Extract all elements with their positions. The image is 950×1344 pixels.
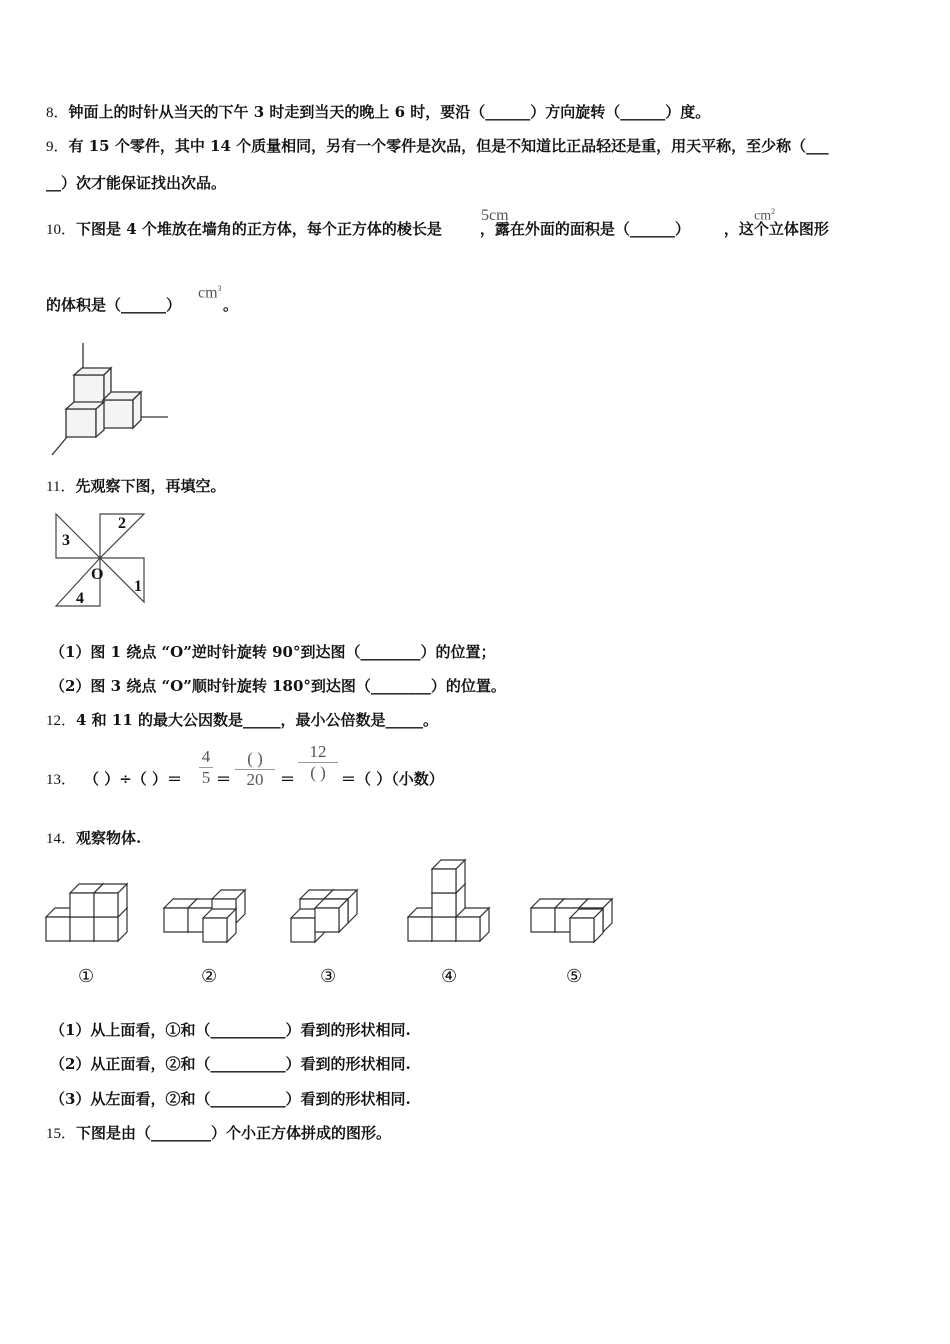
unit-exponent: 2 [771, 207, 776, 216]
question-text: 下图是由（________）个小正方体拼成的图形。 [76, 1124, 392, 1142]
question-number: 15． [46, 1126, 77, 1142]
fraction-12-blank [298, 742, 338, 783]
question-11-sub1: （1）图 1 绕点 “O”逆时针旋转 90°到达图（________）的位置； [50, 643, 496, 661]
question-number: 12． [46, 713, 77, 729]
figure-label-1: ① [78, 966, 95, 986]
figure-label-2: ② [201, 966, 218, 986]
question-number: 8． [46, 105, 69, 121]
question-text: ，这个立体图形 [723, 220, 829, 238]
pinwheel-figure [56, 514, 144, 606]
cube-face [164, 908, 188, 932]
cube-face [456, 917, 480, 941]
question-9-cont: __）次才能保证找出次品。 [46, 174, 227, 192]
pinwheel-label-2: 2 [118, 515, 126, 532]
cube-face [570, 918, 594, 942]
question-text: （ ）÷（ ）＝ [84, 770, 183, 788]
question-15 [46, 1123, 391, 1144]
question-13-end: ＝（ ）（小数） [341, 770, 444, 788]
cube-face [531, 908, 555, 932]
question-11-sub2: （2）图 3 绕点 “O”顺时针旋转 180°到达图（________）的位置。 [50, 677, 506, 695]
pinwheel-label-1: 1 [134, 578, 142, 595]
cube-face [408, 917, 432, 941]
question-text: 观察物体. [76, 829, 142, 847]
cube-face [203, 918, 227, 942]
unit-text: cm [754, 208, 772, 224]
numerator: 12 [309, 742, 327, 761]
cube-face [70, 917, 94, 941]
question-number: 13． [46, 772, 77, 788]
edge-length: 5cm [481, 207, 509, 224]
pinwheel-label-4: 4 [76, 590, 84, 607]
corner-cubes-figure [52, 343, 168, 455]
question-text: 。 [223, 296, 239, 314]
cube-face [94, 917, 118, 941]
question-text: 先观察下图，再填空。 [75, 477, 226, 495]
question-13 [46, 769, 182, 790]
question-text: 下图是 4 个堆放在墙角的正方体，每个正方体的棱长是 [76, 220, 442, 238]
numerator: 4 [201, 747, 211, 766]
pinwheel-label-3: 3 [62, 532, 70, 549]
cube-face [291, 918, 315, 942]
pinwheel-label-o: O [91, 566, 104, 583]
question-number: 14． [46, 831, 77, 847]
unit-text: cm [198, 284, 218, 302]
denominator: ( ) [298, 762, 338, 783]
denominator: 20 [235, 769, 275, 790]
fraction-blank-20 [235, 749, 275, 790]
unit-exponent: 3 [217, 284, 222, 293]
question-text: 4 和 11 的最大公因数是_____，最小公倍数是_____。 [76, 711, 438, 729]
cube-face [94, 893, 118, 917]
cube-face [432, 917, 456, 941]
fraction-4-5 [199, 747, 213, 788]
question-14 [46, 828, 141, 849]
question-text: 钟面上的时针从当天的下午 3 时走到当天的晚上 6 时，要沿（______）方向旋转（______）度。 [68, 103, 711, 121]
cube-face [315, 908, 339, 932]
question-12 [46, 710, 438, 731]
cube-face [432, 893, 456, 917]
question-number: 11． [46, 479, 76, 495]
cube-figures [46, 860, 612, 942]
cube-face [46, 917, 70, 941]
numerator: ( ) [247, 749, 263, 768]
question-text: ，露在外面的面积是（______） [479, 220, 690, 238]
question-14-sub1: （1）从上面看，①和（__________）看到的形状相同. [50, 1021, 411, 1039]
figure-label-4: ④ [441, 966, 458, 986]
denominator: 5 [199, 767, 213, 788]
question-text: 有 15 个零件，其中 14 个质量相同，另有一个零件是次品，但是不知道比正品轻还是重，用天平称，至少称（___ [68, 137, 829, 155]
equals: ＝ [280, 770, 296, 788]
cube-face [70, 893, 94, 917]
question-number: 10． [46, 222, 77, 238]
figure-label-5: ⑤ [566, 966, 583, 986]
question-11 [46, 476, 225, 497]
question-text: 的体积是（______） [46, 296, 182, 314]
cube-face [432, 869, 456, 893]
question-14-sub3: （3）从左面看，②和（__________）看到的形状相同. [50, 1090, 411, 1108]
figure-label-3: ③ [320, 966, 337, 986]
question-14-sub2: （2）从正面看，②和（__________）看到的形状相同. [50, 1055, 411, 1073]
equals: ＝ [216, 770, 232, 788]
question-number: 9． [46, 139, 69, 155]
